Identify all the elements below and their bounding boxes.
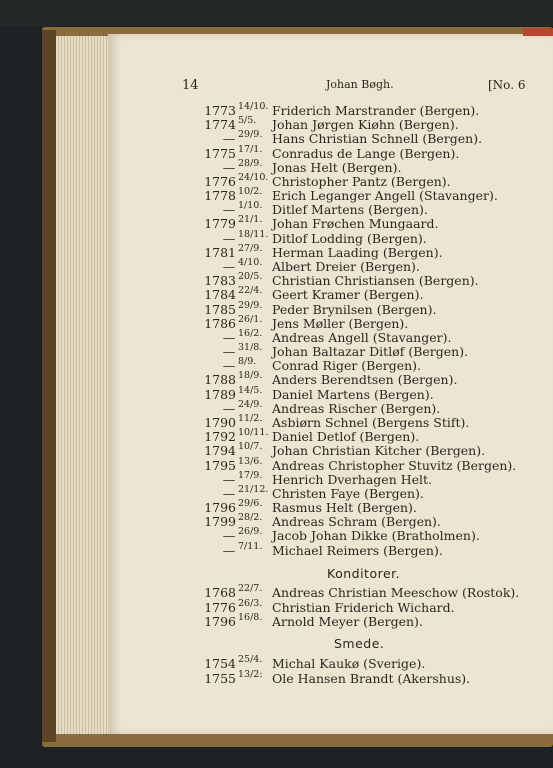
entry-year: — xyxy=(222,329,236,345)
entry-name: Friderich Marstrander (Bergen). xyxy=(272,103,480,118)
entry-year: — xyxy=(222,131,236,147)
entry-year: — xyxy=(222,344,236,360)
entry-date: 28/9. xyxy=(238,157,263,169)
entry-name: Johan Christian Kitcher (Bergen). xyxy=(272,443,486,459)
entry-year: 1774 xyxy=(204,117,236,133)
entry-year: — xyxy=(222,471,236,487)
entry-name: Daniel Detlof (Bergen). xyxy=(272,429,420,445)
entry-date: 25/4. xyxy=(238,654,263,665)
entry-date: 22/7. xyxy=(238,583,263,594)
entry-year: 1796 xyxy=(204,500,236,516)
entry-name: Johan Frøchen Mungaard. xyxy=(272,216,439,232)
entry-date: 17/9. xyxy=(238,469,263,481)
entry-date: 4/10. xyxy=(238,256,263,268)
entry-date: 20/5. xyxy=(238,271,263,283)
page-edges xyxy=(56,36,110,734)
entry-year: 1784 xyxy=(204,287,236,303)
entry-name: Ditlef Martens (Bergen). xyxy=(272,202,428,218)
entry-name: Erich Leganger Angell (Stavanger). xyxy=(272,188,498,204)
entry-name: Christian Friderich Wichard. xyxy=(272,599,455,615)
entry-name: Conradus de Lange (Bergen). xyxy=(272,145,460,161)
entry-year: — xyxy=(222,230,236,246)
entry-date: 8/9. xyxy=(238,356,257,368)
entry-date: 16/2. xyxy=(238,327,263,339)
entry-name: Ole Hansen Brandt (Akershus). xyxy=(272,670,471,686)
entry-date: 26/1. xyxy=(238,313,263,325)
entry-date: 24/9. xyxy=(238,398,263,410)
entry-year: 1778 xyxy=(204,188,236,204)
entry-year: 1789 xyxy=(204,386,236,402)
page-number: 14 xyxy=(182,78,199,93)
entry-date: 14/10. xyxy=(238,101,269,112)
entry-year: 1783 xyxy=(204,273,236,289)
entry-date: 7/11. xyxy=(238,540,263,552)
entry-date: 13/6. xyxy=(238,455,263,467)
entry-date: 13/2: xyxy=(238,668,263,680)
entry-year: 1754 xyxy=(204,656,236,671)
entry-date: 24/10. xyxy=(238,171,269,183)
entry-year: 1796 xyxy=(204,614,236,629)
entry-year: 1795 xyxy=(204,457,236,473)
entry-date: 26/9. xyxy=(238,526,263,538)
running-title: Johan Bøgh. xyxy=(326,78,394,91)
entry-name: Geert Kramer (Bergen). xyxy=(272,287,424,303)
entry-date: 10/2. xyxy=(238,186,263,198)
entry-date: 22/4. xyxy=(238,285,263,297)
entry-date: 10/7. xyxy=(238,441,263,453)
entry-date: 11/2. xyxy=(238,412,263,424)
bookmark-tab xyxy=(523,28,553,36)
entry-date: 21/12. xyxy=(238,483,269,495)
entry-date: 14/5. xyxy=(238,384,263,396)
entry-year: — xyxy=(222,528,236,544)
entry-year: — xyxy=(222,202,236,218)
entry-year: 1792 xyxy=(204,429,236,445)
entry-name: Jonas Helt (Bergen). xyxy=(272,159,402,175)
entry-year: 1788 xyxy=(204,372,236,388)
entry-name: Herman Laading (Bergen). xyxy=(272,244,443,260)
entry-name: Michael Reimers (Bergen). xyxy=(272,542,443,558)
entry-year: 1781 xyxy=(204,244,236,260)
entry-name: Johan Baltazar Ditløf (Bergen). xyxy=(272,344,469,360)
entry-date: 17/1. xyxy=(238,143,263,155)
entry-name: Christian Christiansen (Bergen). xyxy=(272,273,479,289)
entry-name: Andreas Christian Meeschow (Rostok). xyxy=(272,585,520,600)
entry-year: — xyxy=(222,542,236,558)
entry-name: Arnold Meyer (Bergen). xyxy=(272,614,423,629)
entry-name: Andreas Rischer (Bergen). xyxy=(272,400,441,416)
entry-name: Hans Christian Schnell (Bergen). xyxy=(272,131,483,147)
entry-date: 27/9. xyxy=(238,242,263,254)
entry-year: 1775 xyxy=(204,145,236,161)
entry-year: 1799 xyxy=(204,514,236,530)
entry-date: 26/3. xyxy=(238,597,263,609)
book-spine xyxy=(42,30,56,742)
entry-year: 1776 xyxy=(204,173,236,189)
entry-date: 16/8. xyxy=(238,612,263,623)
entry-year: — xyxy=(222,358,236,374)
entry-date: 1/10. xyxy=(238,200,263,212)
entry-date: 28/2. xyxy=(238,512,263,524)
entry-name: Henrich Dverhagen Helt. xyxy=(272,471,433,487)
entry-name: Andreas Angell (Stavanger). xyxy=(272,329,452,345)
entry-date: 10/11. xyxy=(238,427,269,439)
entry-year: 1779 xyxy=(204,216,236,232)
entry-name: Michal Kaukø (Sverige). xyxy=(272,656,426,671)
entry-year: 1768 xyxy=(204,585,236,600)
entry-name: Andreas Christopher Stuvitz (Bergen). xyxy=(272,457,517,473)
entry-date: 31/8. xyxy=(238,342,263,354)
section-title-konditorer: Konditorer. xyxy=(327,566,401,581)
entry-year: — xyxy=(222,485,236,501)
background-strip xyxy=(0,0,553,26)
entry-name: Albert Dreier (Bergen). xyxy=(272,258,420,274)
entry-date: 21/1. xyxy=(238,214,263,226)
entry-name: Asbiørn Schnel (Bergens Stift). xyxy=(272,414,470,430)
entry-name: Daniel Martens (Bergen). xyxy=(272,386,434,402)
entry-name: Anders Berendtsen (Bergen). xyxy=(272,372,458,388)
entry-name: Conrad Riger (Bergen). xyxy=(272,358,422,374)
entry-year: 1776 xyxy=(204,599,236,615)
entry-name: Johan Jørgen Kiøhn (Bergen). xyxy=(272,117,459,133)
entry-name: Ditlof Lodding (Bergen). xyxy=(272,230,427,246)
entry-name: Peder Brynilsen (Bergen). xyxy=(272,301,437,317)
entry-name: Andreas Schram (Bergen). xyxy=(272,514,441,530)
entry-year: — xyxy=(222,159,236,175)
entry-year: — xyxy=(222,400,236,416)
section-title-smede: Smede. xyxy=(334,636,385,651)
entry-year: 1790 xyxy=(204,414,236,430)
entry-date: 29/6. xyxy=(238,498,263,510)
volume-number: [No. 6 xyxy=(488,78,526,92)
entry-name: Christopher Pantz (Bergen). xyxy=(272,173,451,189)
entry-year: 1794 xyxy=(204,443,236,459)
entry-date: 18/9. xyxy=(238,370,263,382)
entry-name: Rasmus Helt (Bergen). xyxy=(272,500,417,516)
entry-name: Jens Møller (Bergen). xyxy=(272,315,409,331)
entry-date: 29/9. xyxy=(238,299,263,311)
entry-date: 29/9. xyxy=(238,129,263,141)
entry-year: 1755 xyxy=(204,670,236,686)
entry-year: 1773 xyxy=(204,103,236,118)
entry-date: 5/5. xyxy=(238,115,257,127)
entry-date: 18/11. xyxy=(238,228,269,240)
entry-year: — xyxy=(222,258,236,274)
entry-name: Jacob Johan Dikke (Bratholmen). xyxy=(272,528,480,544)
entry-year: 1785 xyxy=(204,301,236,317)
entry-name: Christen Faye (Bergen). xyxy=(272,485,424,501)
entry-year: 1786 xyxy=(204,315,236,331)
